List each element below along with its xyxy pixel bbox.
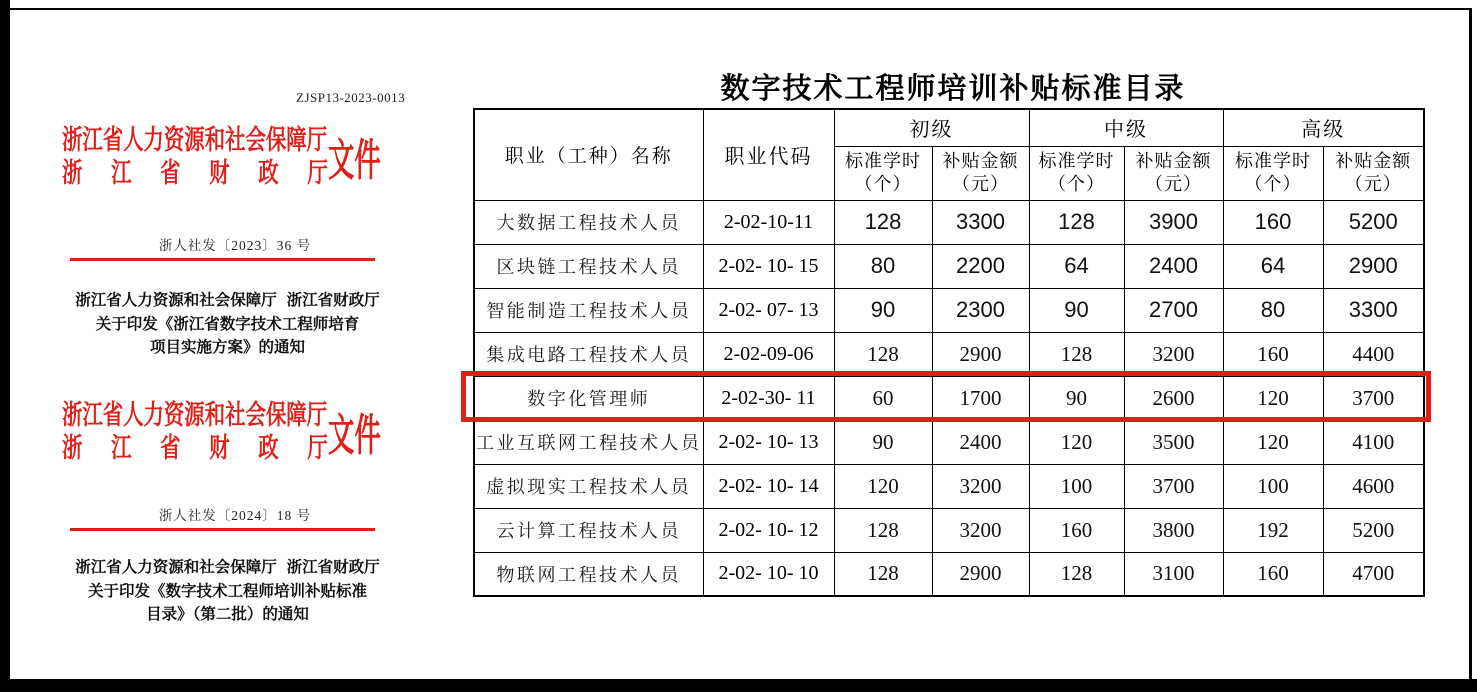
letterhead-text <box>62 122 328 189</box>
value-cell: 2900 <box>932 552 1029 596</box>
value-cell: 1700 <box>932 376 1029 420</box>
value-cell: 2300 <box>932 288 1029 332</box>
value-cell: 3100 <box>1124 552 1223 596</box>
value-cell: 3900 <box>1124 200 1223 244</box>
occupation-name-cell: 集成电路工程技术人员 <box>474 332 703 376</box>
occupation-name-cell: 虚拟现实工程技术人员 <box>474 464 703 508</box>
letterhead-line1: 浙江省人力资源和社会保障厅 <box>62 125 328 155</box>
table-title: 数字技术工程师培训补贴标准目录 <box>720 73 1186 105</box>
value-cell: 4400 <box>1323 332 1424 376</box>
occupation-name-cell: 物联网工程技术人员 <box>474 552 703 596</box>
occupation-code-cell: 2-02-09-06 <box>703 332 834 376</box>
value-cell: 90 <box>834 288 932 332</box>
subheader-standard-hours: 标准学时 （个） <box>1029 146 1124 200</box>
occupation-code-cell: 2-02- 10- 13 <box>703 420 834 464</box>
value-cell: 90 <box>834 420 932 464</box>
issue-number-1: 浙人社发〔2023〕36 号 <box>158 238 312 253</box>
value-cell: 100 <box>1223 464 1323 508</box>
value-cell: 128 <box>834 508 932 552</box>
value-cell: 120 <box>1223 420 1323 464</box>
value-cell: 120 <box>1029 420 1124 464</box>
value-cell: 3200 <box>932 464 1029 508</box>
value-cell: 160 <box>1223 200 1323 244</box>
occupation-code-cell: 2-02-10-11 <box>703 200 834 244</box>
issue-number-2: 浙人社发〔2024〕18 号 <box>158 508 312 523</box>
letterhead-line2: 浙 江 省 财 政 厅 <box>62 433 328 463</box>
occupation-code-cell: 2-02- 10- 15 <box>703 244 834 288</box>
value-cell: 128 <box>834 332 932 376</box>
value-cell: 128 <box>1029 332 1124 376</box>
table-row <box>474 200 1424 244</box>
group-header-intermediate: 中级 <box>1029 109 1223 146</box>
value-cell: 4600 <box>1323 464 1424 508</box>
occupation-name-cell: 区块链工程技术人员 <box>474 244 703 288</box>
value-cell: 4100 <box>1323 420 1424 464</box>
table-row <box>474 288 1424 332</box>
subsidy-table <box>473 108 1425 597</box>
notice-line: 关于印发《数字技术工程师培训补贴标准 <box>87 582 367 600</box>
value-cell: 3800 <box>1124 508 1223 552</box>
letterhead-line2: 浙 江 省 财 政 厅 <box>62 158 328 188</box>
group-header-junior: 初级 <box>834 109 1029 146</box>
value-cell: 3200 <box>932 508 1029 552</box>
frame-right-line <box>1469 8 1472 681</box>
notice-title-1 <box>25 289 430 360</box>
letterhead-suffix: 文件 <box>328 135 381 185</box>
frame-bottom-bar <box>0 679 1477 692</box>
notice-line: 项目实施方案》的通知 <box>149 339 305 356</box>
red-divider-1 <box>70 258 375 261</box>
red-letterhead-2 <box>62 397 416 464</box>
notice-line: 目录》（第二批）的通知 <box>146 606 309 623</box>
value-cell: 64 <box>1029 244 1124 288</box>
value-cell: 160 <box>1223 332 1323 376</box>
occupation-code-cell: 2-02- 10- 12 <box>703 508 834 552</box>
value-cell: 90 <box>1029 376 1124 420</box>
occupation-name-cell: 数字化管理师 <box>474 376 703 420</box>
value-cell: 2600 <box>1124 376 1223 420</box>
table-row <box>474 376 1424 420</box>
occupation-code-cell: 2-02-30- 11 <box>703 376 834 420</box>
value-cell: 128 <box>834 552 932 596</box>
occupation-name-cell: 工业互联网工程技术人员 <box>474 420 703 464</box>
occupation-code-cell: 2-02- 07- 13 <box>703 288 834 332</box>
red-divider-2 <box>70 528 375 531</box>
subheader-subsidy-amount: 补贴金额 （元） <box>932 146 1029 200</box>
table-row <box>474 244 1424 288</box>
value-cell: 4700 <box>1323 552 1424 596</box>
letterhead-line1: 浙江省人力资源和社会保障厅 <box>62 400 328 430</box>
value-cell: 64 <box>1223 244 1323 288</box>
value-cell: 80 <box>834 244 932 288</box>
occupation-name-cell: 云计算工程技术人员 <box>474 508 703 552</box>
value-cell: 2900 <box>1323 244 1424 288</box>
table-row <box>474 420 1424 464</box>
value-cell: 3300 <box>932 200 1029 244</box>
occupation-code-cell: 2-02- 10- 14 <box>703 464 834 508</box>
subheader-subsidy-amount: 补贴金额 （元） <box>1323 146 1424 200</box>
value-cell: 128 <box>1029 200 1124 244</box>
value-cell: 3700 <box>1323 376 1424 420</box>
subheader-subsidy-amount: 补贴金额 （元） <box>1124 146 1223 200</box>
frame-top-line <box>10 8 1472 10</box>
letterhead-text <box>62 397 328 464</box>
column-header-occupation-code: 职业代码 <box>703 109 834 200</box>
subsidy-table-body <box>474 200 1424 596</box>
value-cell: 3300 <box>1323 288 1424 332</box>
table-row <box>474 332 1424 376</box>
notice-line: 浙江省人力资源和社会保障厅 浙江省财政厅 <box>75 292 380 309</box>
notice-title-2 <box>25 556 430 627</box>
notice-line: 浙江省人力资源和社会保障厅 浙江省财政厅 <box>75 559 380 576</box>
value-cell: 80 <box>1223 288 1323 332</box>
doc-reference-number: ZJSP13-2023-0013 <box>296 90 406 105</box>
value-cell: 3200 <box>1124 332 1223 376</box>
value-cell: 120 <box>834 464 932 508</box>
value-cell: 5200 <box>1323 200 1424 244</box>
value-cell: 160 <box>1223 552 1323 596</box>
subheader-standard-hours: 标准学时 （个） <box>834 146 932 200</box>
value-cell: 128 <box>1029 552 1124 596</box>
occupation-name-cell: 大数据工程技术人员 <box>474 200 703 244</box>
value-cell: 160 <box>1029 508 1124 552</box>
value-cell: 192 <box>1223 508 1323 552</box>
value-cell: 60 <box>834 376 932 420</box>
occupation-name-cell: 智能制造工程技术人员 <box>474 288 703 332</box>
table-row <box>474 552 1424 596</box>
table-row <box>474 508 1424 552</box>
frame-left-bar <box>0 0 10 692</box>
occupation-code-cell: 2-02- 10- 10 <box>703 552 834 596</box>
value-cell: 2400 <box>932 420 1029 464</box>
value-cell: 2400 <box>1124 244 1223 288</box>
red-letterhead-1 <box>62 122 416 189</box>
value-cell: 128 <box>834 200 932 244</box>
value-cell: 2900 <box>932 332 1029 376</box>
value-cell: 2200 <box>932 244 1029 288</box>
notice-line: 关于印发《浙江省数字技术工程师培育 <box>95 315 360 333</box>
value-cell: 120 <box>1223 376 1323 420</box>
group-header-senior: 高级 <box>1223 109 1424 146</box>
table-row <box>474 464 1424 508</box>
value-cell: 90 <box>1029 288 1124 332</box>
value-cell: 2700 <box>1124 288 1223 332</box>
value-cell: 3700 <box>1124 464 1223 508</box>
subheader-standard-hours: 标准学时 （个） <box>1223 146 1323 200</box>
value-cell: 5200 <box>1323 508 1424 552</box>
value-cell: 100 <box>1029 464 1124 508</box>
value-cell: 3500 <box>1124 420 1223 464</box>
letterhead-suffix: 文件 <box>328 410 381 460</box>
column-header-occupation-name: 职业（工种）名称 <box>474 109 703 200</box>
